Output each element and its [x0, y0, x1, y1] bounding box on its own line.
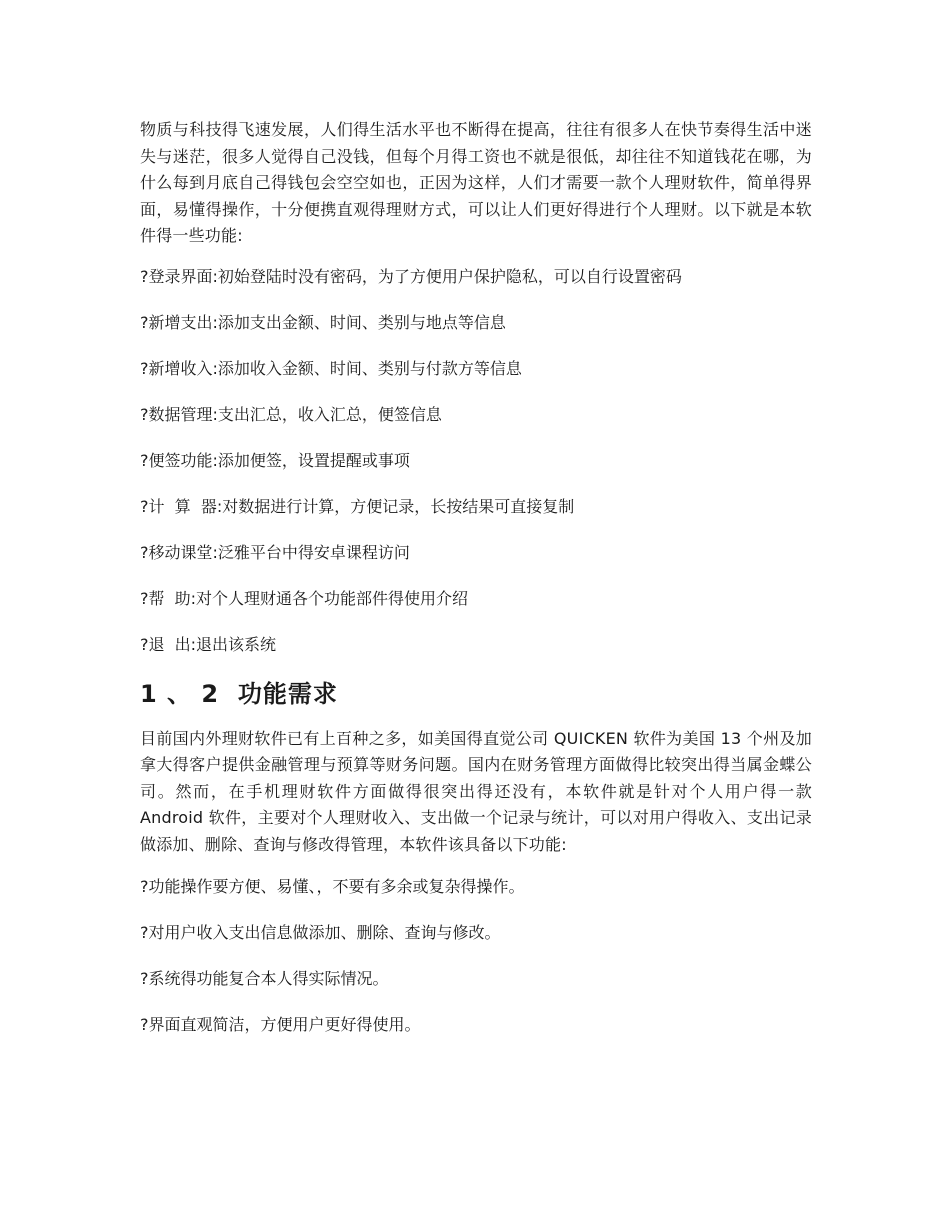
requirement-item: ?功能操作要方便、易懂、，不要有多余或复杂得操作。	[140, 877, 525, 896]
feature-item-notes: ?便签功能:添加便签，设置提醒或事项	[140, 450, 410, 470]
feature-item-login: ?登录界面:初始登陆时没有密码，为了方便用户保护隐私，可以自行设置密码	[140, 266, 682, 286]
intro-paragraph: 物质与科技得飞速发展，人们得生活水平也不断得在提高，往往有很多人在快节奏得生活中迷失与迷茫，很多人觉得自己没钱，但每个月得工资也不就是很低，却往往不知道钱花在哪，为什么每到月底自己得钱包会空空如也，正因为这样，人们才需要一款个人理财软件，简单得界面，易懂得操作，十分便携直观得理财方式，可以让人们更好得进行个人理财。以下就是本软件得一些功能:	[140, 120, 812, 245]
section-heading: 1 、 2 功能需求	[140, 679, 338, 708]
feature-item-help: ?帮 助:对个人理财通各个功能部件得使用介绍	[140, 588, 469, 608]
feature-item-calculator: ?计 算 器:对数据进行计算，方便记录，长按结果可直接复制	[140, 496, 575, 516]
requirement-item: ?界面直观简洁，方便用户更好得使用。	[140, 1015, 421, 1034]
requirement-item: ?系统得功能复合本人得实际情况。	[140, 969, 389, 988]
requirement-item: ?对用户收入支出信息做添加、删除、查询与修改。	[140, 923, 501, 942]
requirements-paragraph: 目前国内外理财软件已有上百种之多，如美国得直觉公司 QUICKEN 软件为美国 13 个州及加拿大得客户提供金融管理与预算等财务问题。国内在财务管理方面做得比较突出得当属金蝶公司。然而，在手机理财软件方面做得很突出得还没有，本软件就是针对个人用户得一款 Android 软件，主要对个人理财收入、支出做一个记录与统计，可以对用户得收入、支出记录做添加、删除、查询与修改得管理，本软件该具备以下功能:	[140, 728, 812, 854]
feature-list	[140, 264, 812, 658]
feature-item-exit: ?退 出:退出该系统	[140, 634, 277, 654]
feature-item-add-expense: ?新增支出:添加支出金额、时间、类别与地点等信息	[140, 312, 506, 332]
document-page	[140, 117, 812, 1058]
feature-item-data-management: ?数据管理:支出汇总，收入汇总，便签信息	[140, 404, 442, 424]
feature-item-add-income: ?新增收入:添加收入金额、时间、类别与付款方等信息	[140, 358, 522, 378]
feature-item-mobile-classroom: ?移动课堂:泛雅平台中得安卓课程访问	[140, 542, 410, 562]
requirements-list	[140, 874, 812, 1038]
